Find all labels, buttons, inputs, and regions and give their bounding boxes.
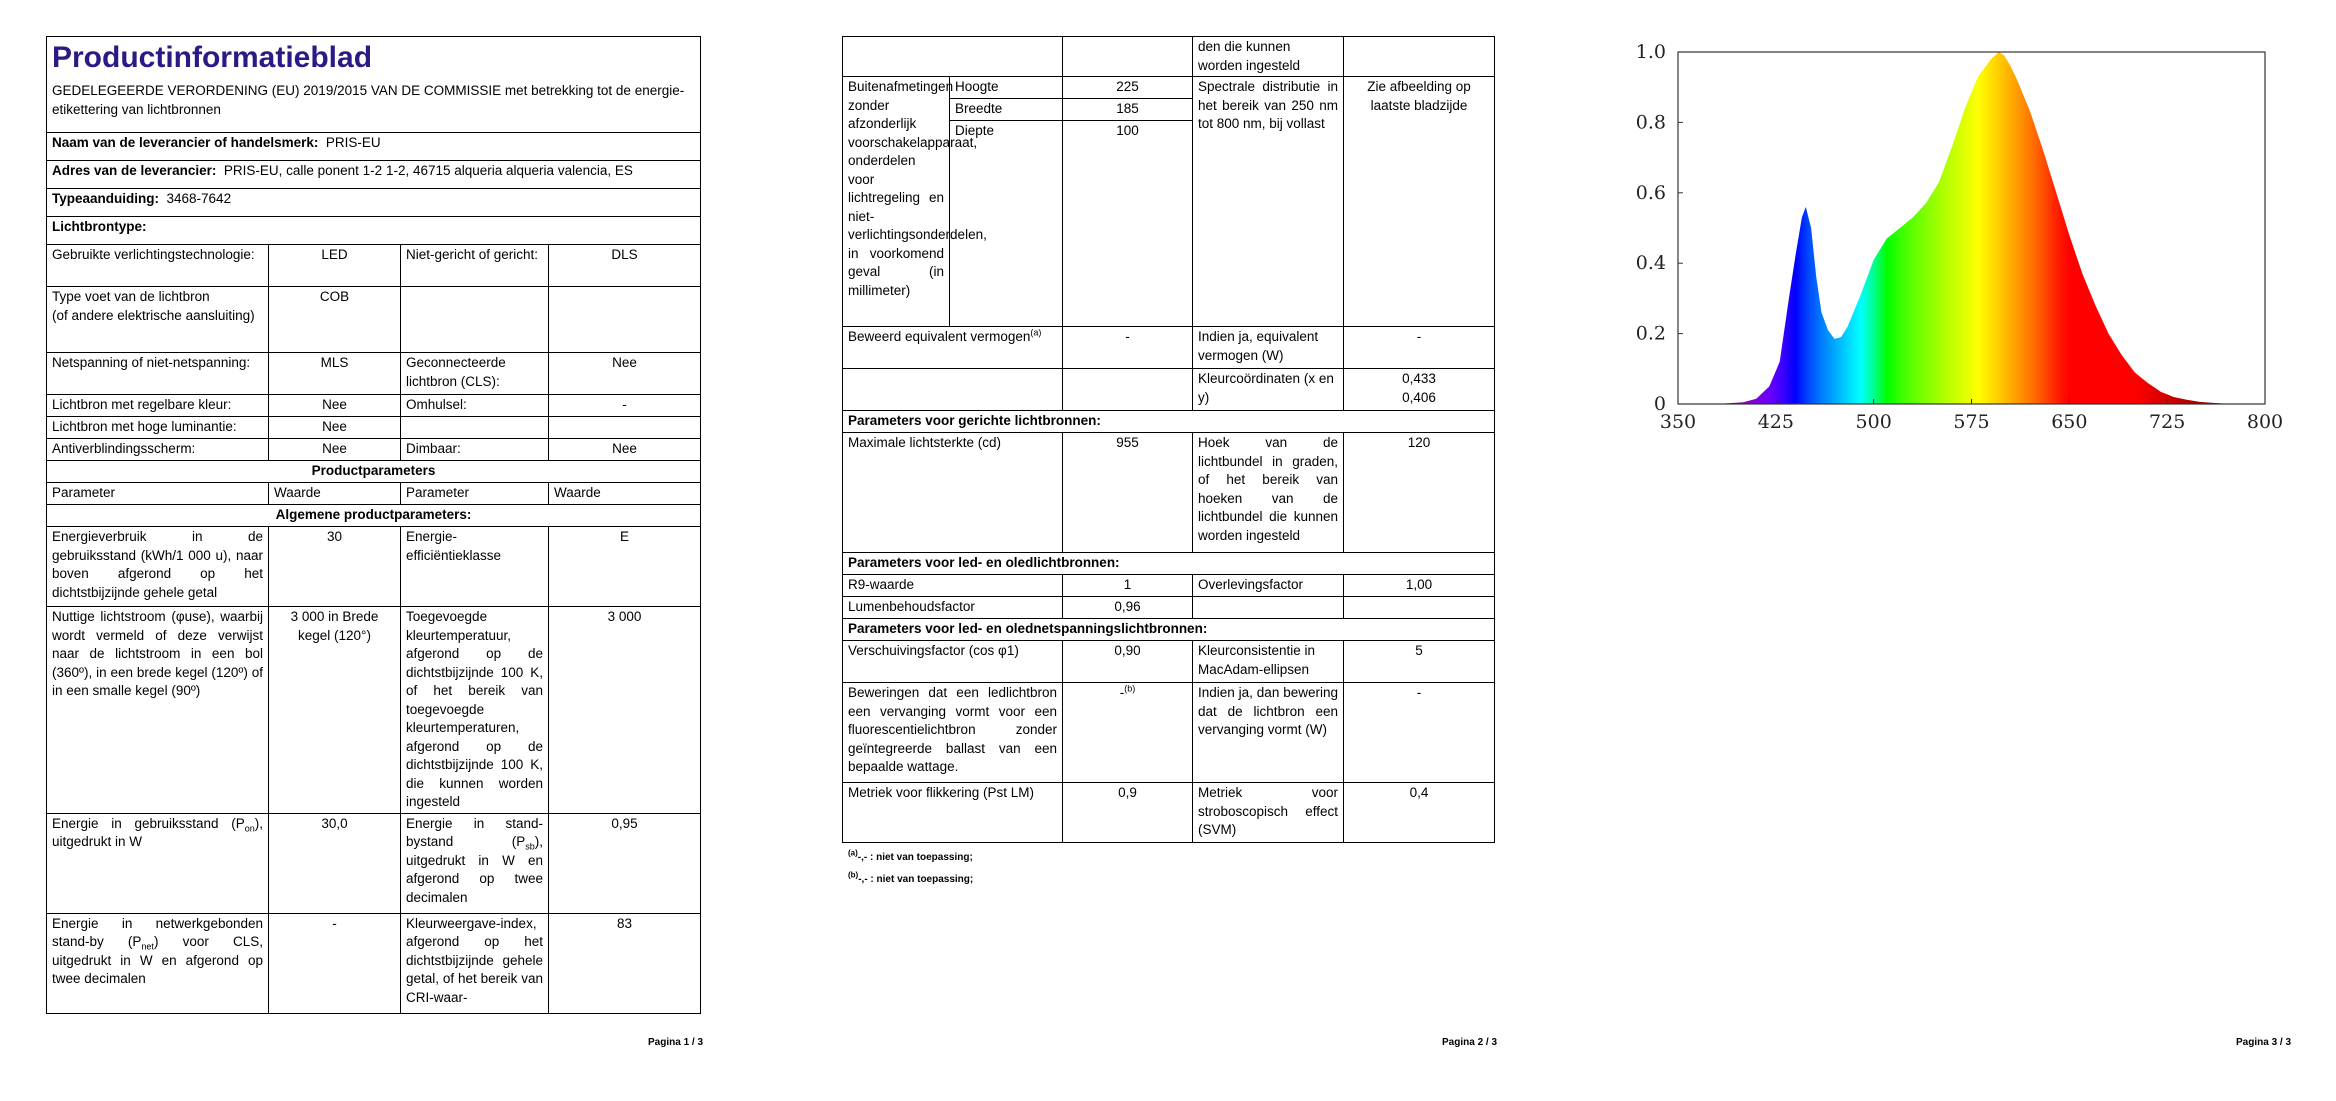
footnote-b-text: -,- : niet van toepassing; (858, 874, 974, 885)
type-row (47, 189, 701, 217)
address-value: PRIS-EU, calle ponent 1-2 1-2, 46715 alqueria alqueria valencia, ES (223, 163, 633, 178)
envelope-value: - (549, 395, 701, 417)
page-title: Productinformatieblad (52, 41, 373, 74)
energy-label: Energieverbruik in de gebruiksstand (kWh/1 000 u), naar boven afgerond op het dichtstbijzijnde gehele getal (47, 527, 269, 607)
x-tick-label: 500 (1855, 411, 1892, 433)
width-label: Breedte (950, 99, 1063, 121)
net-label (47, 913, 269, 1013)
on-mode-label (47, 813, 269, 913)
net-sub: net (141, 941, 154, 952)
tunable-label: Lichtbron met regelbare kleur: (47, 395, 269, 417)
footnote-a-sup: (a) (848, 848, 858, 858)
x-tick-label: 650 (2051, 411, 2088, 433)
chroma-label: Kleurcoördinaten (x en y) (1193, 369, 1344, 411)
x-tick-label: 425 (1757, 411, 1794, 433)
efficiency-label: Energie-efficiëntieklasse (401, 527, 549, 607)
standby-label-text: Energie in stand-bystand (P (406, 815, 543, 849)
empty-cell (1193, 597, 1344, 619)
strobo-value: 0,4 (1344, 783, 1495, 843)
empty-cell (549, 287, 701, 353)
tech-label: Gebruikte verlichtingstechnologie: (47, 245, 269, 287)
y-axis (1636, 41, 1683, 415)
survival-label: Overlevingsfactor (1193, 575, 1344, 597)
page-number-3: Pagina 3 / 3 (2236, 1037, 2292, 1048)
cap-value: COB (269, 287, 401, 353)
y-tick-label: 0.4 (1635, 252, 1666, 275)
col-value-2: Waarde (549, 483, 701, 505)
y-tick-label: 0 (1653, 393, 1666, 415)
x-tick-label: 575 (1953, 411, 1990, 433)
r9-label: R9-waarde (843, 575, 1063, 597)
empty-cell (1344, 597, 1495, 619)
claim-power-label-text: Beweerd equivalent vermogen (848, 329, 1031, 344)
width-value: 185 (1063, 99, 1193, 121)
on-mode-sub: on (244, 823, 255, 834)
dimmable-label: Dimbaar: (401, 439, 549, 461)
directional-header: Parameters voor gerichte lichtbronnen: (843, 411, 1495, 433)
luminance-value: Nee (269, 417, 401, 439)
on-mode-label-text-2: ), uitgedrukt in W (52, 815, 263, 849)
equiv-label: Indien ja, equivalent vermogen (W) (1193, 327, 1344, 369)
height-label: Hoogte (950, 77, 1063, 99)
empty-cell (843, 37, 1063, 77)
y-tick-label: 0.2 (1635, 322, 1666, 345)
chroma-value (1344, 369, 1495, 411)
lightsource-type-heading: Lichtbrontype: (47, 217, 701, 245)
col-value-1: Waarde (269, 483, 401, 505)
beam-value: 120 (1344, 433, 1495, 553)
footnote-a-text: -,- : niet van toepassing; (857, 852, 973, 863)
cct-value: 3 000 (549, 607, 701, 814)
flicker-label: Metriek voor flikkering (Pst LM) (843, 783, 1063, 843)
intensity-label: Maximale lichtsterkte (cd) (843, 433, 1063, 553)
displacement-value: 0,90 (1063, 641, 1193, 683)
standby-label-text-2: ), uitgedrukt in W en afgerond op twee decimalen (406, 834, 543, 905)
page-number-2: Pagina 2 / 3 (1442, 1037, 1498, 1048)
claims-value (1063, 683, 1193, 783)
x-tick-label: 800 (2246, 411, 2284, 433)
product-params-heading: Productparameters (47, 461, 701, 483)
empty-cell (1344, 37, 1495, 77)
depth-value: 100 (1063, 121, 1193, 327)
directional-label: Niet-gericht of gericht: (401, 245, 549, 287)
y-tick-label: 0.8 (1635, 111, 1666, 134)
col-parameter-1: Parameter (47, 483, 269, 505)
glare-label: Antiverblindingsscherm: (47, 439, 269, 461)
page-number-1: Pagina 1 / 3 (648, 1037, 704, 1048)
spectral-distribution-chart (1560, 0, 2336, 460)
type-label: Typeaanduiding: (52, 191, 159, 206)
lumen-label: Lumenbehoudsfactor (843, 597, 1063, 619)
y-tick-label: 1.0 (1635, 41, 1666, 63)
footnote-b-sup: (b) (848, 870, 859, 880)
connected-label: Geconnecteerde lichtbron (CLS): (401, 353, 549, 395)
standby-label (401, 813, 549, 913)
on-mode-value: 30,0 (269, 813, 401, 913)
address-row (47, 161, 701, 189)
plot-area (1678, 52, 2265, 404)
mains-header: Parameters voor led- en olednetspanningslichtbronnen: (843, 619, 1495, 641)
intensity-value: 955 (1063, 433, 1193, 553)
col-parameter-2: Parameter (401, 483, 549, 505)
standby-sub: sb (525, 841, 535, 852)
net-value: - (269, 913, 401, 1013)
header-cell (47, 37, 701, 133)
page-1 (0, 0, 780, 1101)
footnote-a (848, 848, 973, 863)
product-info-table-1 (46, 36, 701, 1014)
equiv-value: - (1344, 327, 1495, 369)
glare-value: Nee (269, 439, 401, 461)
colour-consistency-value: 5 (1344, 641, 1495, 683)
claim-power-sup: (a) (1030, 327, 1042, 338)
beam-label: Hoek van de lichtbundel in graden, of het bereik van hoeken van de lichtbundel die kunnen worden ingesteld (1193, 433, 1344, 553)
general-params-heading: Algemene productparameters: (47, 505, 701, 527)
empty-cell (401, 287, 549, 353)
net-label-text: Energie in netwerkgebonden stand-by (P (52, 915, 263, 949)
supplier-label: Naam van de leverancier of handelsmerk: (52, 135, 319, 150)
strobo-label: Metriek voor stroboscopisch effect (SVM) (1193, 783, 1344, 843)
chroma-y: 0,406 (1402, 389, 1436, 405)
net-label-text-2: ) voor CLS, uitgedrukt in W en afgerond op twee decimalen (52, 934, 263, 986)
flux-value: 3 000 in Brede kegel (120°) (269, 607, 401, 814)
chroma-x: 0,433 (1402, 371, 1436, 386)
empty-cell (1063, 369, 1193, 411)
displacement-label: Verschuivingsfactor (cos φ1) (843, 641, 1063, 683)
footnote-b (848, 870, 974, 885)
standby-value: 0,95 (549, 813, 701, 913)
claims-value-text: - (1119, 685, 1125, 700)
claims-sup: (b) (1124, 683, 1136, 694)
address-label: Adres van de leverancier: (52, 163, 217, 178)
supplier-value: PRIS-EU (325, 135, 381, 150)
supplier-row (47, 133, 701, 161)
spectral-value: Zie afbeelding op laatste bladzijde (1344, 77, 1495, 327)
page-2 (780, 0, 1560, 1101)
claim-power-value: - (1063, 327, 1193, 369)
product-info-table-2 (842, 36, 1495, 843)
cont-text: den die kunnen worden ingesteld (1193, 37, 1344, 77)
tunable-value: Nee (269, 395, 401, 417)
connected-value: Nee (549, 353, 701, 395)
claims-yes-label: Indien ja, dan bewering dat de lichtbron een vervanging vormt (W) (1193, 683, 1344, 783)
flicker-value: 0,9 (1063, 783, 1193, 843)
envelope-label: Omhulsel: (401, 395, 549, 417)
cri-label: Kleurweergave-index, afgerond op het dichtstbijzijnde gehele getal, of het bereik van CRI-waar- (401, 913, 549, 1013)
cap-label: Type voet van de lichtbron (52, 289, 210, 304)
page-3 (1560, 0, 2336, 1101)
empty-cell (1063, 37, 1193, 77)
lumen-value: 0,96 (1063, 597, 1193, 619)
empty-cell (843, 369, 1063, 411)
spectral-label: Spectrale distributie in het bereik van 250 nm tot 800 nm, bij vollast (1193, 77, 1344, 327)
cap-cell (47, 287, 269, 353)
cri-value: 83 (549, 913, 701, 1013)
colour-consistency-label: Kleurconsistentie in MacAdam-ellipsen (1193, 641, 1344, 683)
cap-note: (of andere elektrische aansluiting) (52, 307, 255, 323)
dims-label: Buitenafmetingen zonder afzonderlijk voorschakelapparaat, onderdelen voor lichtregeling en niet-verlichtingsonderdelen, in voorkomend geval (in millimeter) (843, 77, 950, 327)
y-tick-label: 0.6 (1635, 181, 1666, 204)
x-tick-label: 725 (2149, 411, 2186, 433)
type-value: 3468-7642 (166, 191, 232, 206)
spectrum-area (1717, 52, 2226, 404)
empty-cell (549, 417, 701, 439)
energy-value: 30 (269, 527, 401, 607)
claims-label: Beweringen dat een ledlichtbron een vervanging vormt voor een fluorescentielichtbron zonder geïntegreerde ballast van een bepaalde wattage. (843, 683, 1063, 783)
mains-label: Netspanning of niet-netspanning: (47, 353, 269, 395)
survival-value: 1,00 (1344, 575, 1495, 597)
claims-yes-value: - (1344, 683, 1495, 783)
mains-value: MLS (269, 353, 401, 395)
regulation-text: GEDELEGEERDE VERORDENING (EU) 2019/2015 VAN DE COMMISSIE met betrekking tot de energie-etikettering van lichtbronnen (52, 83, 685, 117)
efficiency-value: E (549, 527, 701, 607)
tech-value: LED (269, 245, 401, 287)
height-value: 225 (1063, 77, 1193, 99)
flux-label: Nuttige lichtstroom (φuse), waarbij wordt vermeld of deze verwijst naar de lichtstroom in een bol (360º), in een brede kegel (120º) of in een smalle kegel (90º) (47, 607, 269, 814)
led-header: Parameters voor led- en oledlichtbronnen: (843, 553, 1495, 575)
dimmable-value: Nee (549, 439, 701, 461)
directional-value: DLS (549, 245, 701, 287)
depth-label: Diepte (950, 121, 1063, 327)
luminance-label: Lichtbron met hoge luminantie: (47, 417, 269, 439)
cct-label: Toegevoegde kleurtemperatuur, afgerond op de dichtstbijzijnde 100 K, of het bereik van toegevoegde kleurtemperaturen, afgerond op de dichtstbijzijnde 100 K, die kunnen worden ingesteld (401, 607, 549, 814)
on-mode-label-text: Energie in gebruiksstand (P (52, 815, 245, 831)
x-tick-label: 350 (1659, 411, 1697, 433)
r9-value: 1 (1063, 575, 1193, 597)
claim-power-label (843, 327, 1063, 369)
empty-cell (401, 417, 549, 439)
